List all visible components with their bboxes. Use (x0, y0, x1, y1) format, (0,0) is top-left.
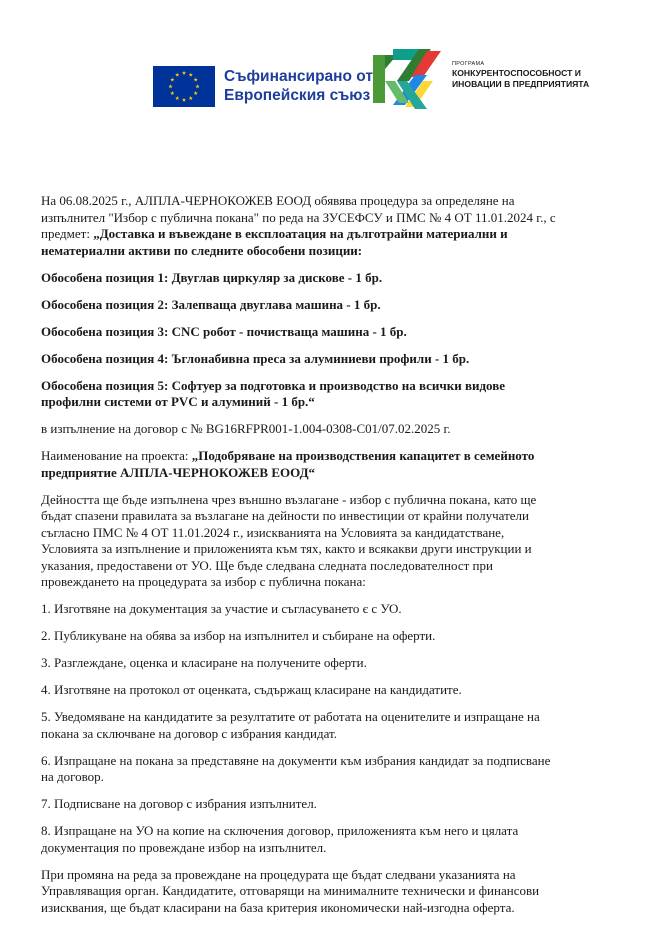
lot-2: Обособена позиция 2: Залепваща двуглава машина - 1 бр. (41, 296, 381, 312)
contract-paragraph: в изпълнение на договор с № BG16RFPR001-1.004-0308-C01/07.02.2025 г. (41, 421, 451, 436)
step-item: 7. Подписване на договор с избрания изпълнител. (41, 796, 317, 811)
project-name: „Подобряване на производствения капацитет в семейното предприятие АЛПЛА-ЧЕРНОКОЖЕВ ЕООД“ (41, 448, 535, 480)
header (0, 0, 672, 160)
eu-star-icon (175, 96, 179, 100)
eu-text-line1: Съфинансирано от (224, 68, 373, 85)
intro-subject: „Доставка и въвеждане в експлоатация на дълготрайни материални и нематериални активи по следните обособени позиции: (41, 226, 508, 258)
eu-star-icon (170, 78, 174, 82)
project-paragraph (41, 448, 561, 481)
lot-4: Обособена позиция 4: Ъглонабивна преса за алуминиеви профили - 1 бр. (41, 350, 470, 366)
program-label: ПРОГРАМА (452, 61, 485, 67)
step-item: 3. Разглеждане, оценка и класиране на получените оферти. (41, 655, 367, 670)
intro-paragraph (41, 193, 561, 259)
eu-star-icon (195, 84, 199, 88)
eu-text-line2: Европейския съюз (224, 87, 371, 104)
lot-item (41, 351, 561, 368)
program-title-line1: КОНКУРЕНТОСПОСОБНОСТ И (452, 68, 581, 78)
step-item: 8. Изпращане на УО на копие на сключения договор, приложенията към него и цялата документация по провеждане избор на изпълнител. (41, 823, 519, 855)
intro-text: На 06.08.2025 г., АЛПЛА-ЧЕРНОКОЖЕВ ЕООД обявява процедура за определяне на изпълнител "Избор с публична покана" по реда на ЗУСЕФСУ и ПМС № 4 ОТ 11.01.2024 г., с предмет: (41, 193, 556, 241)
eu-star-icon (182, 98, 186, 102)
eu-flag-icon (153, 66, 215, 107)
program-title (452, 60, 589, 90)
eu-star-icon (168, 84, 172, 88)
step-item: 6. Изпращане на покана за представяне на документи към избрания кандидат за подписване на договор. (41, 752, 551, 784)
step-item: 4. Изготвяне на протокол от оценката, съдържащ класиране на кандидатите. (41, 682, 462, 697)
eu-star-icon (175, 73, 179, 77)
eu-star-icon (194, 78, 198, 82)
program-logo-icon (371, 47, 446, 111)
eu-star-icon (189, 73, 193, 77)
lot-item (41, 270, 561, 287)
eu-star-icon (189, 96, 193, 100)
lot-item (41, 378, 561, 411)
lot-5: Обособена позиция 5: Софтуер за подготовка и производство на всички видове профилни системи от PVC и алуминий - 1 бр.“ (41, 377, 506, 409)
lot-item (41, 297, 561, 314)
project-label: Наименование на проекта: (41, 448, 192, 463)
lot-item (41, 324, 561, 341)
announcement-body (41, 193, 561, 927)
eu-cofinanced-label (224, 67, 373, 105)
lot-1: Обособена позиция 1: Двуглав циркуляр за дискове - 1 бр. (41, 269, 383, 285)
closing-paragraph: При промяна на реда за провеждане на процедурата ще бъдат следвани указанията на Управляващия орган. Кандидатите, отговарящи на минималните технически и финансови изисквания, ще бъдат класирани на база критерия икономически най-изгодна оферта. (41, 866, 540, 915)
activity-paragraph: Дейността ще бъде изпълнена чрез външно възлагане - избор с публична покана, като ще бъдат спазени правилата за възлагане на дейности по инвестиции от крайни получатели съгласно ПМС № 4 ОТ 11.01.2024 г., изискванията на Условията за кандидатстване, Условията за изпълнение и приложенията към тях, както и всякакви други инструкции и указания, предоставени от УО. Ще бъде следвана следната последователност при провеждането на процедурата за избор с публична покана: (41, 491, 537, 589)
eu-star-icon (182, 71, 186, 75)
step-item: 1. Изготвяне на документация за участие и съгласуването є с УО. (41, 601, 402, 616)
lot-3: Обособена позиция 3: CNC робот - почистваща машина - 1 бр. (41, 323, 407, 339)
eu-star-icon (170, 91, 174, 95)
program-title-line2: ИНОВАЦИИ В ПРЕДПРИЯТИЯТА (452, 79, 590, 89)
eu-star-icon (194, 91, 198, 95)
step-item: 5. Уведомяване на кандидатите за резултатите от работата на оценителите и изпращане на покана за сключване на договор с избрания кандидат. (41, 709, 540, 741)
step-item: 2. Публикуване на обява за избор на изпълнител и събиране на оферти. (41, 628, 436, 643)
